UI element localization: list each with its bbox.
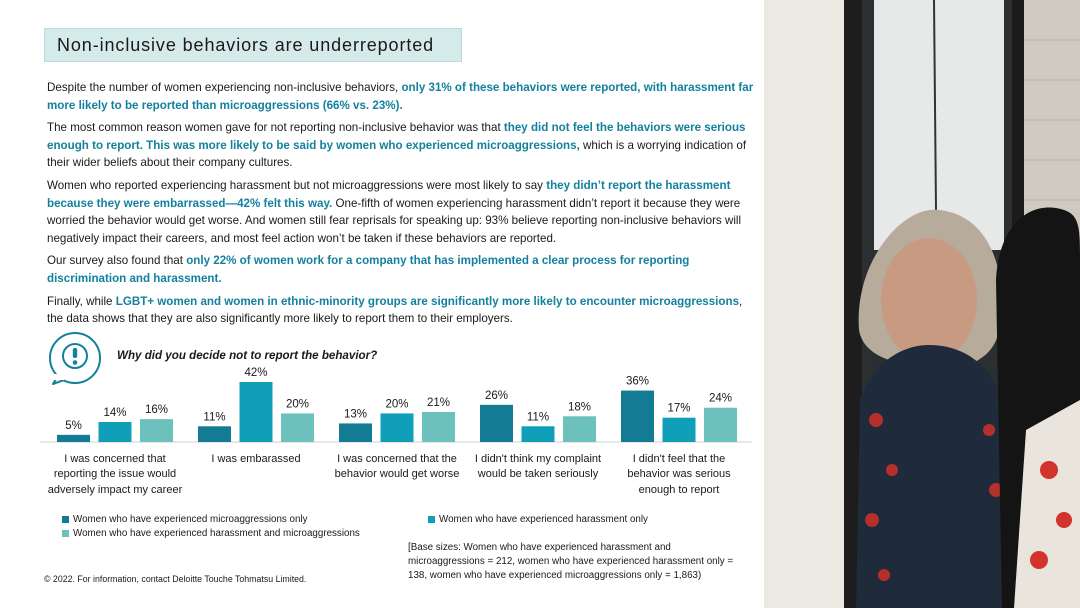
bar-4-1 (663, 418, 696, 442)
category-label-line: behavior would get worse (334, 468, 460, 481)
paragraph-text: The most common reason women gave for not reporting non-inclusive behavior was that (47, 121, 504, 135)
paragraph-text: which is a worrying indication of their wider beliefs about their company cultures. (47, 138, 747, 170)
bar-1-0 (198, 426, 231, 442)
data-label-1-0: 11% (203, 411, 226, 424)
bar-4-2 (704, 408, 737, 442)
data-label-3-1: 11% (526, 411, 550, 424)
bar-0-2 (140, 419, 173, 442)
page-title (44, 28, 462, 62)
data-label-2-2: 21% (426, 397, 451, 409)
legend-item-1 (428, 514, 648, 525)
body-paragraph (47, 79, 759, 114)
category-label-line: behavior was serious (627, 468, 731, 481)
copyright-footer: © 2022. For information, contact Deloitte Touche Tohmatsu Limited. (44, 574, 307, 584)
legend-label: Women who have experienced harassment only (439, 514, 648, 525)
bar-4-0 (621, 391, 654, 442)
data-label-2-1: 20% (385, 398, 409, 411)
bar-3-0 (480, 405, 513, 442)
category-label-line: enough to report (638, 483, 720, 496)
category-label-line: would be taken seriously (477, 468, 599, 481)
bar-2-1 (381, 413, 414, 442)
data-label-3-2: 18% (567, 401, 592, 414)
legend-label: Women who have experienced harassment and microaggressions (73, 528, 360, 539)
category-label-3 (463, 452, 613, 483)
paragraph-text: Women who reported experiencing harassment but not microaggressions were most likely to say (47, 178, 547, 192)
category-label-line: I didn't think my complaint (474, 453, 602, 465)
data-label-0-0: 5% (65, 419, 82, 432)
legend-swatch (62, 530, 69, 537)
category-label-2 (322, 452, 472, 483)
body-paragraph (47, 252, 759, 287)
photo-two-women-talking (764, 0, 1080, 608)
data-label-0-2: 16% (144, 404, 169, 417)
highlighted-text: LGBT+ women and women in ethnic-minority groups are significantly more likely to encounter microaggressions (115, 294, 740, 308)
category-label-line: adversely impact my career (47, 483, 183, 496)
question-bubble-icon (46, 330, 104, 386)
category-label-1 (181, 452, 331, 467)
paragraph-text: One-fifth of women experiencing harassment didn’t report it because they were worried the behavior would get worse. And women still fear reprisals for speaking up: 93% believe reporting non-inclusive behaviors will negatively impact their careers, and most feel action won’t be taken if these behaviors are reported. (47, 196, 742, 245)
body-paragraph (47, 293, 759, 328)
paragraph-text: Finally, while (47, 294, 116, 308)
category-label-4 (604, 452, 754, 498)
category-label-line: I was concerned that the (337, 453, 457, 465)
bar-0-0 (57, 435, 90, 442)
paragraph-text: Despite the number of women experiencing non-inclusive behaviors, (47, 81, 402, 94)
legend-swatch (428, 516, 435, 523)
bar-3-2 (563, 416, 596, 442)
bar-0-1 (99, 422, 132, 442)
paragraph-text: , the data shows that they are also significantly more likely to report them to their employers. (47, 294, 743, 326)
data-label-0-1: 14% (103, 407, 127, 419)
highlighted-text: only 31% of these behaviors were reported, with harassment far more likely to be reported than microaggressions (66% vs. 23%). (47, 81, 754, 112)
paragraph-text: Our survey also found that (47, 254, 187, 268)
legend-item-2 (62, 528, 360, 539)
chart-question: Why did you decide not to report the behavior? (117, 349, 378, 362)
legend-item-0 (62, 514, 308, 525)
body-paragraph (47, 119, 759, 172)
highlighted-text: only 22% of women work for a company that has implemented a clear process for reporting discrimination and harassment. (47, 254, 690, 285)
legend-swatch (62, 516, 69, 523)
data-label-4-1: 17% (667, 402, 691, 415)
category-label-line: I was concerned that (64, 453, 166, 465)
category-label-line: I didn't feel that the (632, 453, 726, 465)
bar-2-0 (339, 423, 372, 442)
bar-3-1 (522, 426, 555, 442)
highlighted-text: they didn’t report the harassment because they were embarrassed—42% felt this way. (47, 178, 731, 210)
highlighted-text: they did not feel the behaviors were serious enough to report. This was more likely to be said by women who experienced microaggressions, (47, 121, 746, 152)
data-label-1-2: 20% (285, 398, 310, 411)
body-paragraph (47, 177, 759, 247)
base-sizes-note: [Base sizes: Women who have experienced harassment and microaggressions = 212, women who have experienced harassment only = 138, women who have experienced microaggressions only = 1,863) (408, 542, 734, 582)
category-label-0 (40, 452, 190, 498)
page-title-text: Non-inclusive behaviors are underreported (57, 34, 435, 55)
bar-2-2 (422, 412, 455, 442)
data-label-1-1: 42% (244, 367, 268, 379)
data-label-3-0: 26% (484, 389, 509, 402)
legend-label: Women who have experienced microaggressions only (73, 514, 308, 525)
bar-1-2 (281, 413, 314, 442)
data-label-4-2: 24% (708, 392, 733, 405)
category-label-line: I was embarassed (211, 453, 301, 465)
data-label-4-0: 36% (625, 375, 650, 388)
category-label-line: reporting the issue would (53, 468, 177, 481)
bar-1-1 (240, 382, 273, 442)
data-label-2-0: 13% (343, 408, 368, 421)
body-text (47, 79, 759, 333)
